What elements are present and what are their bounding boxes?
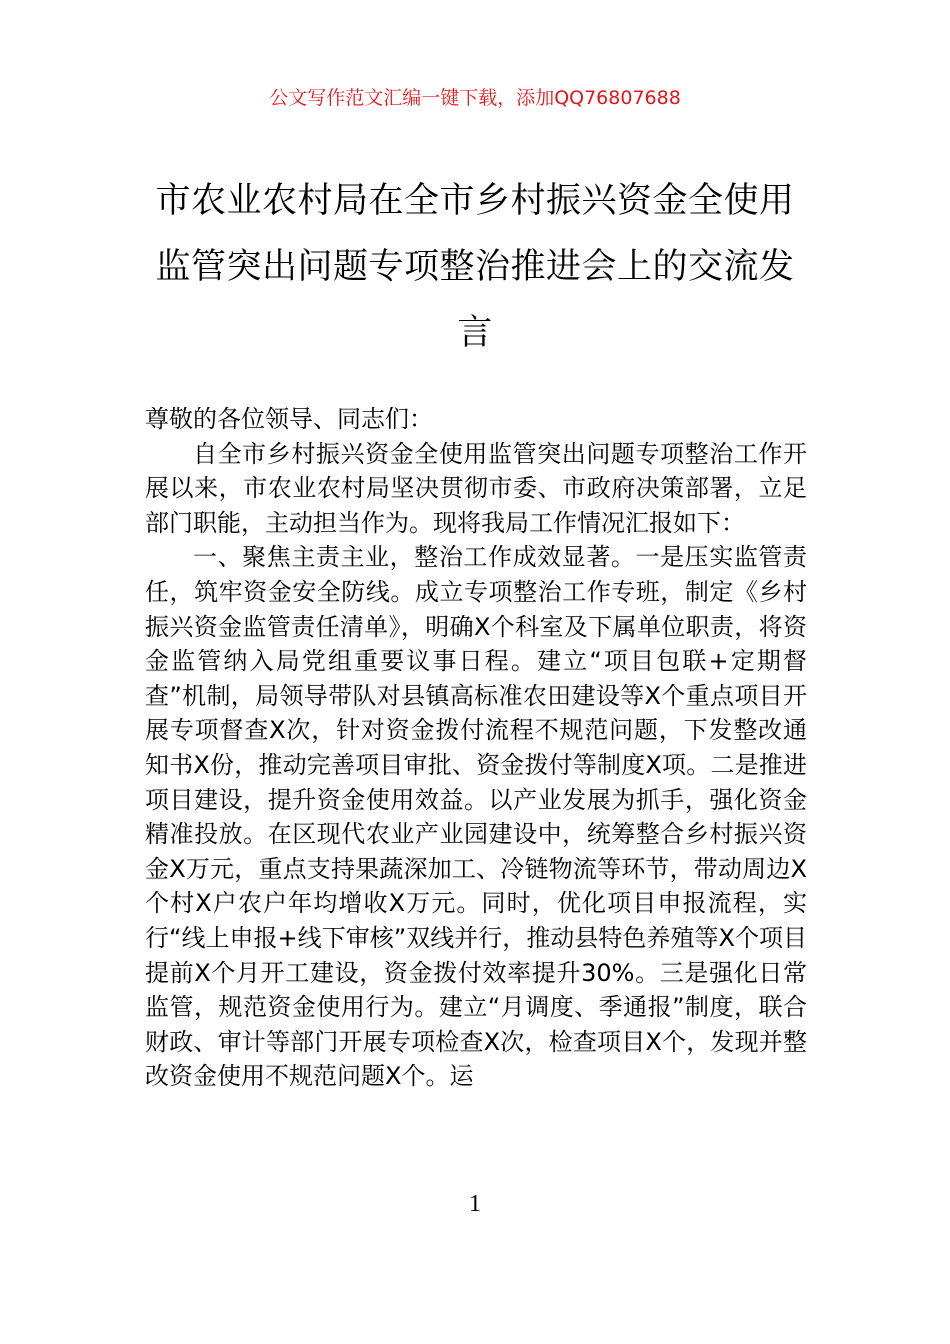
document-body — [145, 402, 807, 1094]
download-banner: 公文写作范文汇编一键下载，添加QQ76807688 — [269, 87, 681, 109]
page-number: 1 — [469, 1191, 481, 1217]
document-title: 市农业农村局在全市乡村振兴资金全使用监管突出问题专项整治推进会上的交流发言 — [155, 181, 795, 353]
paragraph-section-one: 一、聚焦主责主业，整治工作成效显著。一是压实监管责任，筑牢资金安全防线。成立专项整治工作专班，制定《乡村振兴资金监管责任清单》，明确X个科室及下属单位职责，将资金监管纳入局党组重要议事日程。建立“项目包联+定期督查”机制，局领导带队对县镇高标准农田建设等X个重点项目开展专项督查X次，针对资金拨付流程不规范问题，下发整改通知书X份，推动完善项目审批、资金拨付等制度X项。二是推进项目建设，提升资金使用效益。以产业发展为抓手，强化资金精准投放。在区现代农业产业园建设中，统筹整合乡村振兴资金X万元，重点支持果蔬深加工、冷链物流等环节，带动周边X个村X户农户年均增收X万元。同时，优化项目申报流程，实行“线上申报+线下审核”双线并行，推动县特色养殖等X个项目提前X个月开工建设，资金拨付效率提升30%。三是强化日常监管，规范资金使用行为。建立“月调度、季通报”制度，联合财政、审计等部门开展专项检查X次，检查项目X个，发现并整改资金使用不规范问题X个。运 — [145, 543, 807, 1091]
paragraph-intro: 自全市乡村振兴资金全使用监管突出问题专项整治工作开展以来，市农业农村局坚决贯彻市委、市政府决策部署，立足部门职能，主动担当作为。现将我局工作情况汇报如下： — [145, 439, 807, 537]
salutation: 尊敬的各位领导、同志们： — [145, 405, 433, 433]
